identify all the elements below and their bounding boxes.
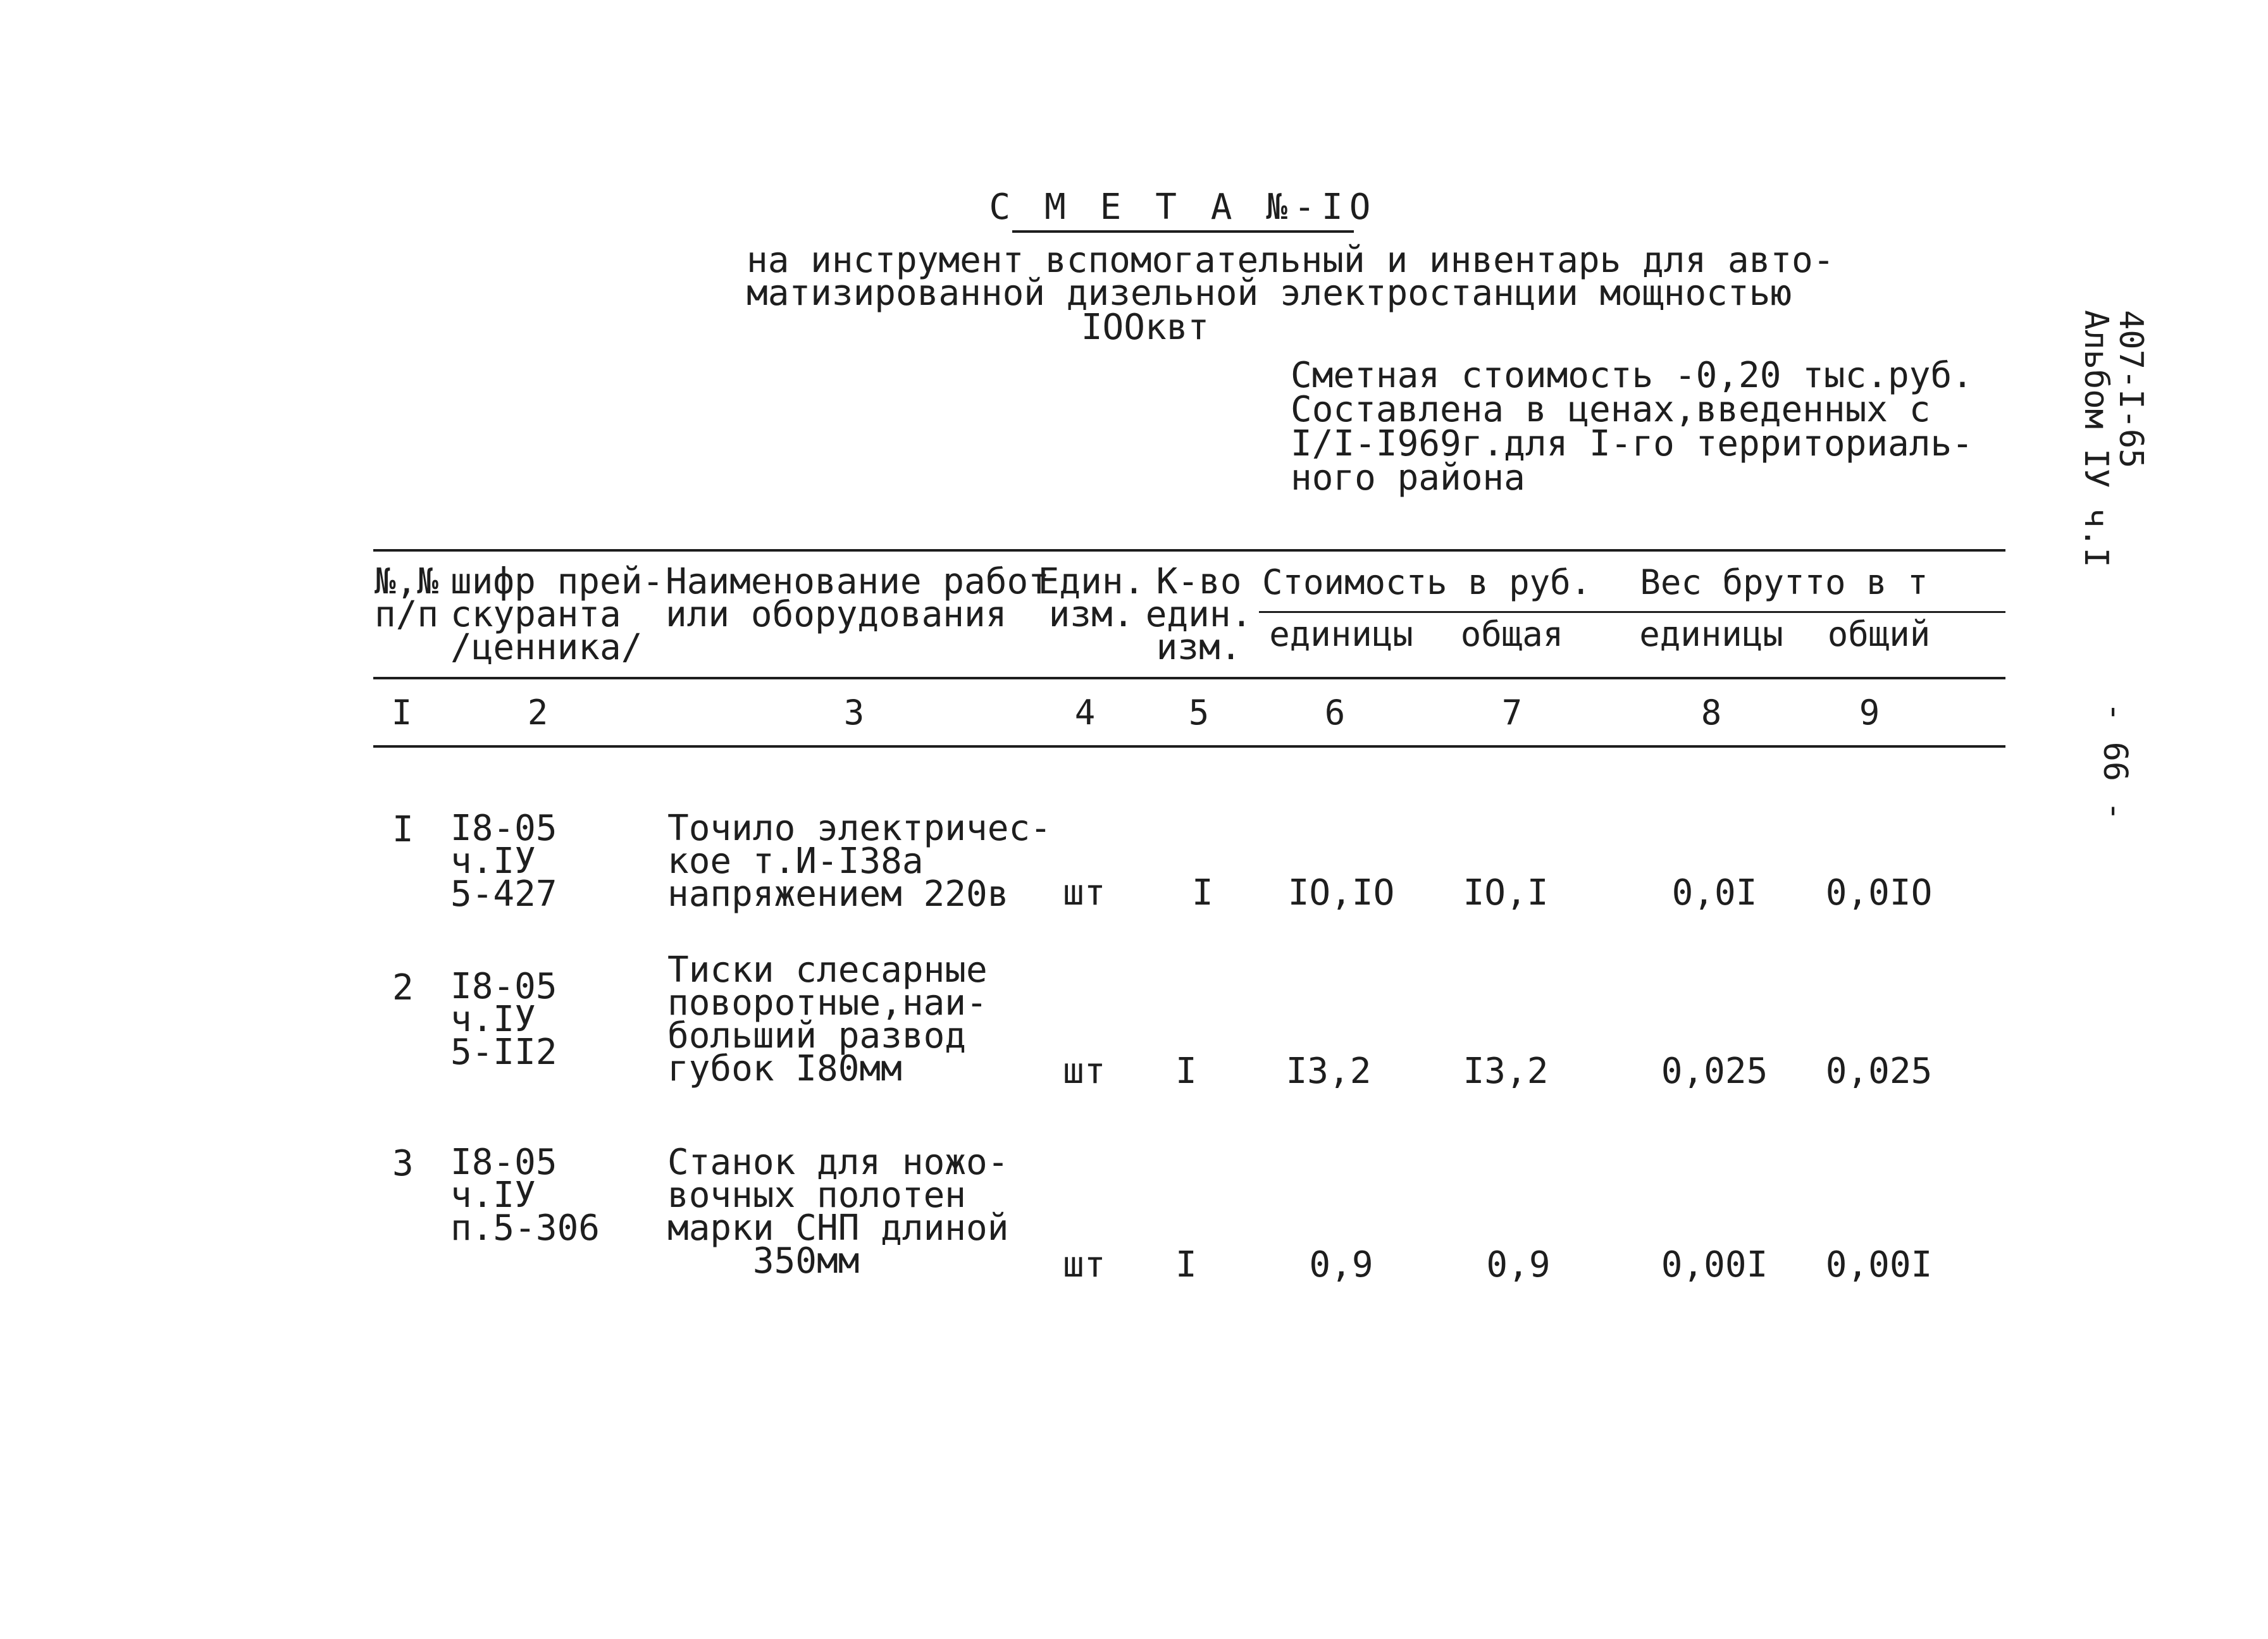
header-weight-total: общий <box>1827 614 1931 654</box>
header-price-code: шифр прей- скуранта /ценника/ <box>450 561 664 668</box>
column-number-6: 6 <box>1324 693 1346 733</box>
table-row-3-qty: I <box>1175 1244 1197 1285</box>
table-row-1-qty: I <box>1192 872 1213 913</box>
header-cost-group: Стоимость в руб. <box>1262 562 1592 602</box>
estimate-meta-line-3: I/I-I969г.для I-го территориаль- <box>1291 423 1973 464</box>
column-number-4: 4 <box>1074 693 1096 733</box>
table-top-rule <box>373 549 2005 552</box>
table-row-1-price-code: I8-05 ч.IУ 5-427 <box>450 808 557 915</box>
header-cost-total: общая <box>1460 614 1564 654</box>
table-row-1-weight-unit: 0,0I <box>1671 872 1757 913</box>
table-row-1-unit: шт <box>1063 872 1106 913</box>
table-row-3-weight-unit: 0,00I <box>1661 1244 1768 1285</box>
table-row-2-number: 2 <box>392 967 414 1008</box>
column-number-5: 5 <box>1188 693 1210 733</box>
table-row-2-price-code: I8-05 ч.IУ 5-II2 <box>450 966 557 1073</box>
header-bottom-rule <box>373 677 2005 679</box>
table-row-2-qty: I <box>1175 1051 1197 1092</box>
table-row-1-weight-total: 0,0IO <box>1825 872 1933 913</box>
table-row-3-cost-total: 0,9 <box>1486 1244 1551 1285</box>
project-code-vertical: 407-I-65 <box>2112 310 2150 469</box>
header-weight-unit: единицы <box>1639 614 1783 654</box>
table-row-1-cost-unit: IO,IO <box>1287 872 1395 913</box>
header-cost-unit: единицы <box>1269 614 1413 654</box>
column-number-9: 9 <box>1859 693 1880 733</box>
page-number-vertical: - 66 - <box>2096 702 2134 821</box>
column-number-8: 8 <box>1701 693 1722 733</box>
table-row-2-name: Тиски слесарные поворотные,наи- больший развод губок I80мм <box>667 949 988 1089</box>
header-weight-group: Вес брутто в т <box>1640 562 1928 602</box>
album-vertical: Альбом IУ ч.I <box>2077 310 2115 567</box>
estimate-meta-line-2: Составлена в ценах,введенных с <box>1291 389 1931 430</box>
table-row-2-cost-total: I3,2 <box>1463 1051 1549 1092</box>
column-number-7: 7 <box>1501 693 1523 733</box>
table-row-2-cost-unit: I3,2 <box>1286 1051 1372 1092</box>
subtitle-line-2: матизированной дизельной электростанции мощностью <box>747 273 1792 314</box>
table-row-2-weight-total: 0,025 <box>1825 1051 1933 1092</box>
header-quantity: К-во един. изм. <box>1145 561 1253 668</box>
column-numbers-rule <box>373 745 2005 748</box>
table-row-1-cost-total: IO,I <box>1463 872 1549 913</box>
column-number-1: I <box>391 693 412 733</box>
subtitle-line-1: на инструмент вспомогательный и инвентарь для авто- <box>747 240 1835 281</box>
header-row-number: №,№ п/п <box>375 561 439 635</box>
table-row-3-number: 3 <box>392 1143 414 1184</box>
table-row-3-name: Станок для ножо- вочных полотен марки СНП длиной 350мм <box>667 1142 1009 1282</box>
table-row-3-unit: шт <box>1063 1244 1106 1285</box>
header-unit: Един. изм. <box>1038 561 1145 635</box>
document-title: С М Е Т А №-IO <box>989 187 1377 228</box>
header-name: Наименование работ или оборудования <box>666 561 1050 635</box>
table-row-1-number: I <box>392 809 414 850</box>
table-row-3-weight-total: 0,00I <box>1825 1244 1933 1285</box>
column-number-2: 2 <box>527 693 548 733</box>
group-header-rule <box>1259 611 2005 613</box>
estimate-meta-line-4: ного района <box>1291 457 1525 498</box>
column-number-3: 3 <box>843 693 865 733</box>
table-row-2-weight-unit: 0,025 <box>1661 1051 1768 1092</box>
table-row-1-name: Точило электричес- кое т.И-I38а напряжением 220в <box>667 808 1051 915</box>
subtitle-line-3: IOOквт <box>1081 307 1210 348</box>
table-row-3-price-code: I8-05 ч.IУ п.5-306 <box>450 1142 600 1249</box>
table-row-2-unit: шт <box>1063 1051 1106 1092</box>
table-row-3-cost-unit: 0,9 <box>1309 1244 1373 1285</box>
estimate-meta-line-1: Сметная стоимость -0,20 тыс.руб. <box>1291 355 1973 396</box>
title-underline <box>1012 230 1354 233</box>
